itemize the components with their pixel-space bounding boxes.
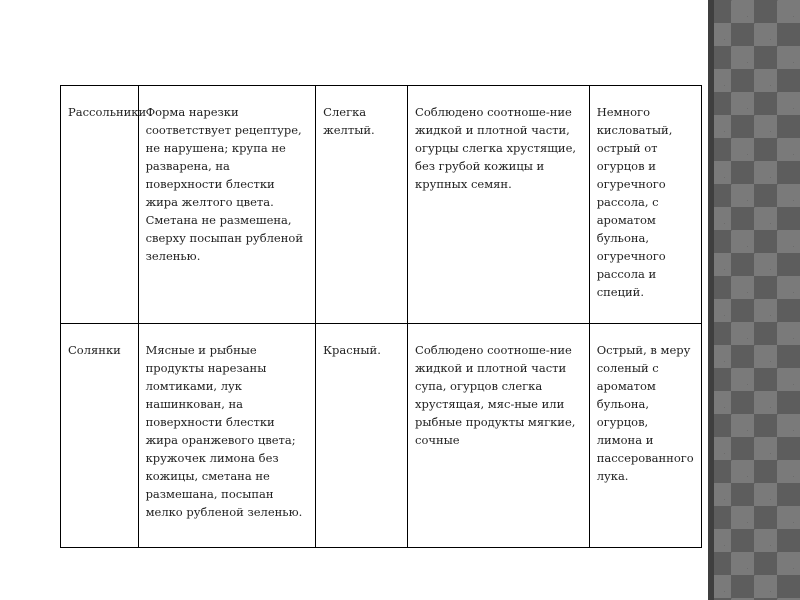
- appearance-cell: Форма нарезки соответствует рецептуре, не нарушена; крупа не разварена, на поверхности блестки жира желтого цвета. Сметана не размешена, сверху посыпан рубленой зеленью.: [138, 86, 316, 324]
- quality-table: [60, 85, 702, 548]
- color-cell: Слегка желтый.: [316, 86, 408, 324]
- table-row: [61, 324, 702, 548]
- taste-cell: Острый, в меру соленый с ароматом бульона, огурцов, лимона и пассерованного лука.: [589, 324, 701, 548]
- consistency-cell: Соблюдено соотноше-ние жидкой и плотной части супа, огурцов слегка хрустящая, мяс-ные или рыбные продукты мягкие, сочные: [408, 324, 590, 548]
- dish-name-cell: Рассольники: [61, 86, 139, 324]
- dish-name-cell: Солянки: [61, 324, 139, 548]
- consistency-cell: Соблюдено соотноше-ние жидкой и плотной части, огурцы слегка хрустящие, без грубой кожицы и крупных семян.: [408, 86, 590, 324]
- taste-cell: Немного кисловатый, острый от огурцов и огуречного рассола, с ароматом бульона, огуречного рассола и специй.: [589, 86, 701, 324]
- table-row: [61, 86, 702, 324]
- decorative-side-strip: [708, 0, 800, 600]
- appearance-cell: Мясные и рыбные продукты нарезаны ломтиками, лук нашинкован, на поверхности блестки жира оранжевого цвета; кружочек лимона без кожицы, сметана не размешана, посыпан мелко рубленой зеленью.: [138, 324, 316, 548]
- color-cell: Красный.: [316, 324, 408, 548]
